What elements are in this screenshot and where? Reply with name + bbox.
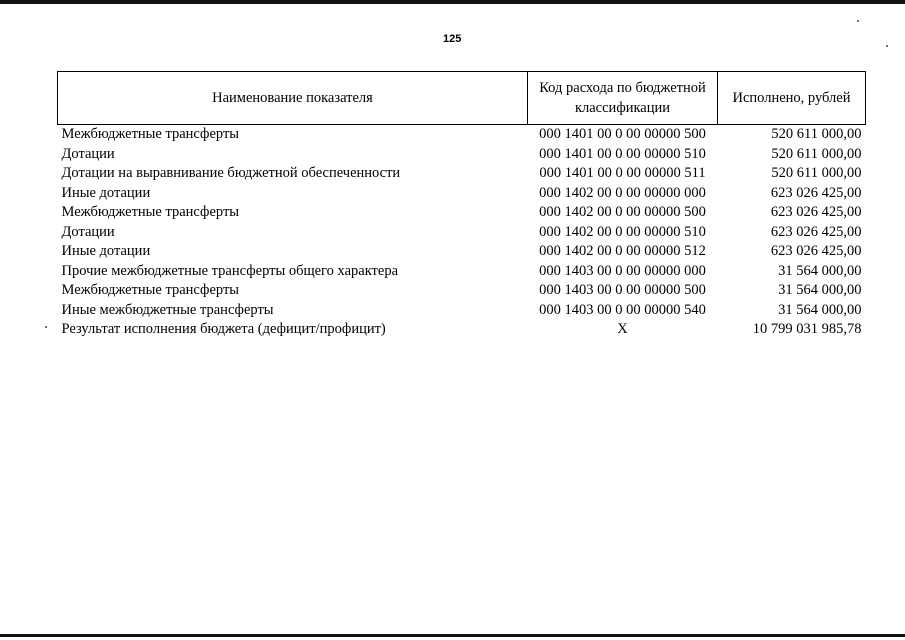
table-header-row — [58, 72, 866, 125]
expense-code: 000 1401 00 0 00 00000 510 — [539, 145, 706, 162]
expense-code: 000 1402 00 0 00 00000 500 — [539, 204, 706, 221]
executed-amount: 31 564 000,00 — [778, 301, 862, 318]
executed-amount: 520 611 000,00 — [771, 126, 862, 143]
indicator-name: Межбюджетные трансферты — [61, 126, 240, 143]
indicator-name: Дотации — [61, 145, 115, 162]
executed-amount: 31 564 000,00 — [778, 262, 862, 279]
header-indicator-name: Наименование показателя — [58, 72, 528, 125]
table-row — [58, 242, 866, 262]
scan-speck — [45, 326, 47, 328]
expense-code: 000 1401 00 0 00 00000 511 — [539, 165, 706, 182]
indicator-name: Иные дотации — [61, 243, 151, 260]
header-executed-amount: Исполнено, рублей — [718, 72, 866, 125]
scan-speck — [857, 20, 859, 22]
table-row — [58, 281, 866, 301]
indicator-name: Иные межбюджетные трансферты — [61, 301, 274, 318]
indicator-name: Дотации — [61, 223, 115, 240]
table-row — [58, 223, 866, 243]
table-row — [58, 301, 866, 321]
table-row — [58, 164, 866, 184]
executed-amount: 623 026 425,00 — [770, 243, 862, 260]
scan-speck — [886, 45, 888, 47]
table-row — [58, 145, 866, 165]
table-row — [58, 203, 866, 223]
executed-amount: 623 026 425,00 — [770, 223, 862, 240]
executed-amount: 623 026 425,00 — [770, 204, 862, 221]
scan-edge-top — [0, 0, 905, 4]
expense-code: 000 1403 00 0 00 00000 540 — [539, 301, 706, 318]
header-expense-code: Код расхода по бюджетной классификации — [528, 72, 718, 125]
indicator-name: Иные дотации — [61, 184, 151, 201]
executed-amount: 520 611 000,00 — [771, 165, 862, 182]
executed-amount: 31 564 000,00 — [778, 282, 862, 299]
table-row — [58, 184, 866, 204]
executed-amount: 10 799 031 985,78 — [752, 321, 862, 338]
table-row — [58, 125, 866, 145]
indicator-name: Дотации на выравнивание бюджетной обеспеченности — [61, 165, 401, 182]
indicator-name: Межбюджетные трансферты — [61, 282, 240, 299]
executed-amount: 520 611 000,00 — [771, 145, 862, 162]
indicator-name: Прочие межбюджетные трансферты общего характера — [61, 262, 399, 279]
expense-code: 000 1403 00 0 00 00000 000 — [539, 262, 706, 279]
indicator-name: Межбюджетные трансферты — [61, 204, 240, 221]
expense-code: 000 1403 00 0 00 00000 500 — [539, 282, 706, 299]
expense-code: 000 1402 00 0 00 00000 510 — [539, 223, 706, 240]
indicator-name: Результат исполнения бюджета (дефицит/профицит) — [61, 321, 386, 338]
table-row — [58, 320, 866, 340]
expense-code: 000 1401 00 0 00 00000 500 — [539, 126, 706, 143]
table-row — [58, 262, 866, 282]
expense-code: 000 1402 00 0 00 00000 000 — [539, 184, 706, 201]
executed-amount: 623 026 425,00 — [770, 184, 862, 201]
page-number: 125 — [443, 33, 462, 45]
budget-execution-table — [57, 71, 866, 340]
scan-edge-bottom — [0, 634, 905, 637]
expense-code: 000 1402 00 0 00 00000 512 — [539, 243, 706, 260]
expense-code: X — [617, 321, 628, 338]
